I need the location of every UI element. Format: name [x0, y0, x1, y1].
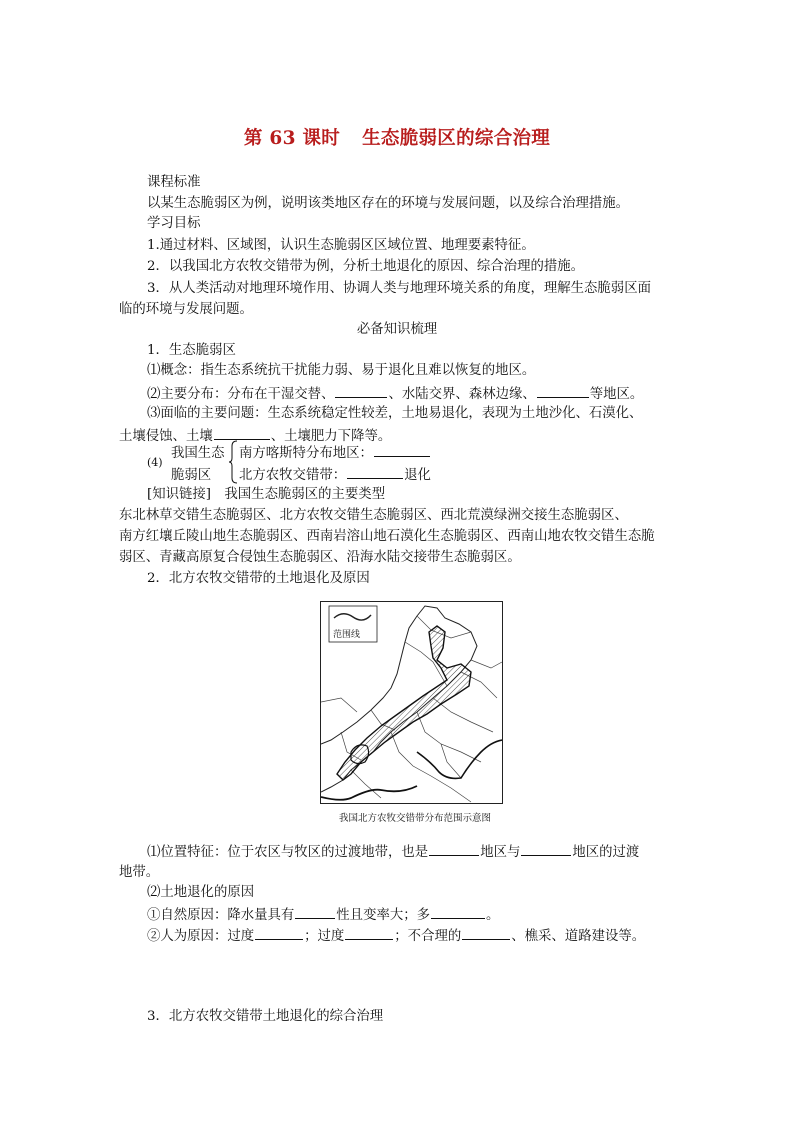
lesson-number: 第 63 课时 [243, 128, 341, 149]
section-learning-goals: 学习目标 [147, 216, 201, 231]
causes-heading: ⑵土地退化的原因 [147, 885, 255, 900]
answer-blank[interactable] [521, 842, 571, 856]
brace-icon [229, 440, 239, 484]
human-causes-line: ②人为原因：过度 ；过度 ；不合理的 、樵采、道路建设等。 [147, 926, 645, 946]
answer-blank[interactable] [374, 443, 430, 457]
problems-line: ⑶面临的主要问题：生态系统稳定性较差，土地易退化，表现为土地沙化、石漠化、 [147, 406, 643, 421]
course-standard-text: 以某生态脆弱区为例，说明该类地区存在的环境与发展问题，以及综合治理措施。 [147, 196, 630, 211]
map-caption: 我国北方农牧交错带分布范围示意图 [338, 813, 491, 824]
lesson-title: 生态脆弱区的综合治理 [362, 128, 551, 149]
item-1-heading: 1．生态脆弱区 [147, 343, 236, 358]
knowledge-link-heading: [知识链接] 我国生态脆弱区的主要类型 [147, 487, 386, 502]
answer-blank[interactable] [345, 926, 393, 940]
section-course-standard: 课程标准 [147, 175, 201, 190]
answer-blank[interactable] [462, 926, 510, 940]
answer-blank[interactable] [335, 384, 387, 398]
knowledge-link-text-1: 东北林草交错生态脆弱区、北方农牧交错生态脆弱区、西北荒漠绿洲交接生态脆弱区、 [119, 508, 628, 523]
answer-blank[interactable] [214, 426, 270, 440]
knowledge-link-text-3: 弱区、青藏高原复合侵蚀生态脆弱区、沿海水陆交接带生态脆弱区。 [119, 550, 521, 565]
section-knowledge-review: 必备知识梳理 [356, 322, 438, 337]
item-4-number: (4) [147, 456, 163, 469]
distribution-line: ⑵主要分布：分布在干湿交替、 、水陆交界、森林边缘、 等地区。 [147, 384, 643, 404]
natural-causes-line: ①自然原因：降水量具有 性且变率大；多 。 [147, 905, 499, 925]
problems-line-cont: 土壤侵蚀、土壤 、土壤肥力下降等。 [119, 426, 391, 446]
answer-blank[interactable] [295, 905, 335, 919]
goal-3-cont: 临的环境与发展问题。 [119, 302, 253, 317]
goal-3: 3．从人类活动对地理环境作用、协调人类与地理环境关系的角度，理解生态脆弱区面 [147, 281, 651, 296]
answer-blank[interactable] [255, 926, 303, 940]
answer-blank[interactable] [537, 384, 589, 398]
goal-2: 2．以我国北方农牧交错带为例，分析土地退化的原因、综合治理的措施。 [147, 259, 585, 274]
knowledge-link-text-2: 南方红壤丘陵山地生态脆弱区、西南岩溶山地石漠化生态脆弱区、西南山地农牧交错生态脆 [119, 529, 655, 544]
position-line-cont: 地带。 [119, 865, 160, 880]
goal-1: 1.通过材料、区域图，认识生态脆弱区区域位置、地理要素特征。 [147, 238, 535, 253]
answer-blank[interactable] [431, 905, 485, 919]
answer-blank[interactable] [347, 465, 403, 479]
position-line: ⑴位置特征：位于农区与牧区的过渡地带，也是 地区与 地区的过渡 [147, 842, 639, 862]
ecotone-line: 北方农牧交错带： 退化 [239, 464, 431, 483]
legend-label: 范围线 [333, 630, 361, 640]
page-title [0, 124, 794, 150]
brace-label-bottom: 脆弱区 [171, 468, 212, 483]
ecotone-map [320, 601, 503, 804]
answer-blank[interactable] [429, 842, 479, 856]
brace-label-top: 我国生态 [171, 446, 225, 461]
karst-line: 南方喀斯特分布地区： [239, 442, 431, 461]
item-2-heading: 2．北方农牧交错带的土地退化及原因 [147, 571, 370, 586]
concept-line: ⑴概念：指生态系统抗干扰能力弱、易于退化且难以恢复的地区。 [147, 363, 536, 378]
item-3-heading: 3．北方农牧交错带土地退化的综合治理 [147, 1009, 384, 1024]
